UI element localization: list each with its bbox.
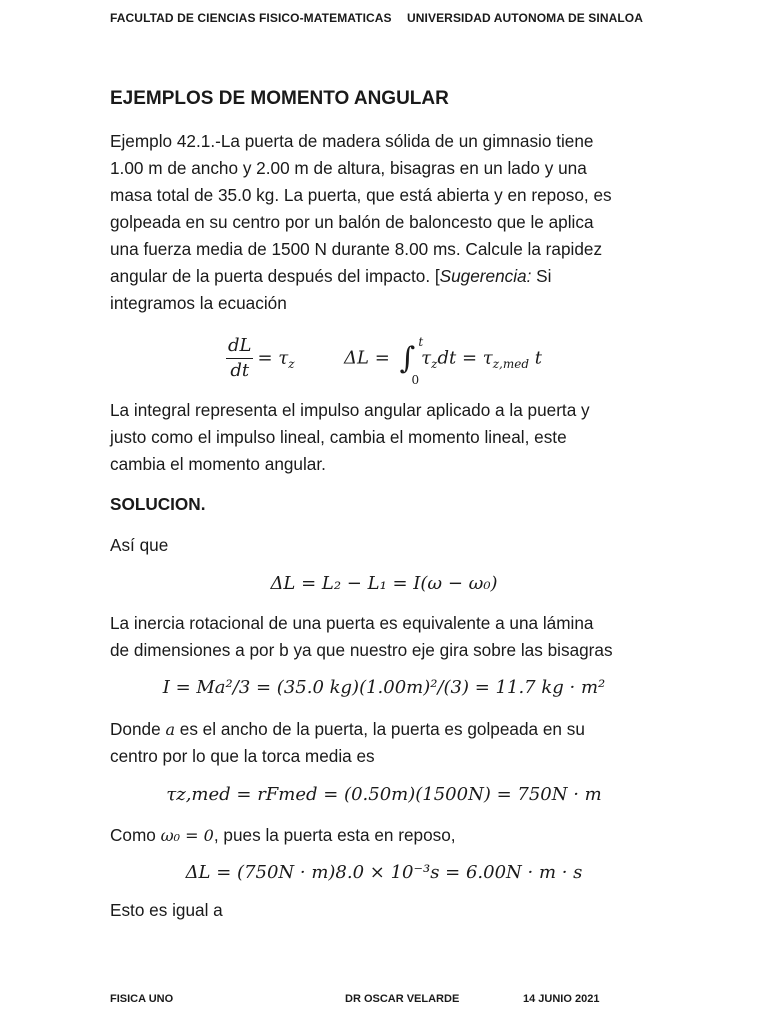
eq2-body-rest: dt = τ xyxy=(437,347,493,369)
como-post: , pues la puerta esta en reposo, xyxy=(213,825,456,845)
page-title: EJEMPLOS DE MOMENTO ANGULAR xyxy=(110,88,449,109)
solution-heading: SOLUCION. xyxy=(110,494,206,514)
integral-note xyxy=(110,397,670,478)
equation-delta-L-result: ΔL = (750N · m)8.0 × 10⁻³s = 6.00N · m · s xyxy=(185,862,583,883)
como-text xyxy=(110,822,670,849)
problem-line: Ejemplo 42.1.-La puerta de madera sólida de un gimnasio tiene xyxy=(110,131,594,151)
problem-statement xyxy=(110,128,670,317)
problem-line-text: angular de la puerta después del impacto. [ xyxy=(110,266,440,286)
eq2-end: t xyxy=(529,347,542,369)
variable-a: a xyxy=(165,720,175,739)
note-line: cambia el momento angular. xyxy=(110,454,326,474)
header-university: UNIVERSIDAD AUTONOMA DE SINALOA xyxy=(407,11,643,25)
equation-delta-L: ΔL = L₂ − L₁ = I(ω − ω₀) xyxy=(270,573,498,594)
equation-torque: τz,med = rFmed = (0.50m)(1500N) = 750N · m xyxy=(166,784,602,805)
problem-line: masa total de 35.0 kg. La puerta, que está abierta y en reposo, es xyxy=(110,185,612,205)
eq2-lhs: ΔL = xyxy=(344,347,396,369)
equation-angular-impulse xyxy=(0,334,768,387)
integral-sign: ∫ t 0 xyxy=(399,334,424,387)
eq1-rhs: = τ xyxy=(257,347,289,369)
como-pre: Como xyxy=(110,825,161,845)
donde-line xyxy=(110,716,670,743)
equation-inertia: I = Ma²/3 = (35.0 kg)(1.00m)²/(3) = 11.7 kg · m² xyxy=(162,677,606,698)
footer-author: DR OSCAR VELARDE xyxy=(345,993,460,1005)
donde-line: centro por lo que la torca media es xyxy=(110,746,375,766)
problem-line-text: Si xyxy=(531,266,552,286)
esto-text: Esto es igual a xyxy=(110,900,223,920)
omega-zero: ω₀ = 0 xyxy=(160,826,214,845)
note-line: justo como el impulso lineal, cambia el momento lineal, este xyxy=(110,427,567,447)
note-line: La integral representa el impulso angular aplicado a la puerta y xyxy=(110,400,590,420)
problem-line: una fuerza media de 1500 N durante 8.00 ms. Calcule la rapidez xyxy=(110,239,603,259)
problem-line: golpeada en su centro por un balón de baloncesto que le aplica xyxy=(110,212,594,232)
integral-lower-limit: 0 xyxy=(411,372,420,387)
integral-upper-limit: t xyxy=(418,334,424,349)
fraction-dL-dt xyxy=(226,334,253,383)
inertia-line: La inercia rotacional de una puerta es equivalente a una lámina xyxy=(110,613,594,633)
como-line xyxy=(110,822,670,849)
problem-line xyxy=(110,263,670,290)
footer-course: FISICA UNO xyxy=(110,993,174,1005)
donde-text xyxy=(110,716,670,770)
fraction-denominator: dt xyxy=(230,360,250,381)
problem-line: 1.00 m de ancho y 2.00 m de altura, bisagras en un lado y una xyxy=(110,158,587,178)
inertia-text xyxy=(110,610,670,664)
footer-date: 14 JUNIO 2021 xyxy=(523,993,600,1005)
header-faculty: FACULTAD DE CIENCIAS FISICO-MATEMATICAS xyxy=(110,11,392,25)
hint-label: Sugerencia: xyxy=(439,266,532,286)
fraction-numerator: dL xyxy=(226,334,253,359)
eq2-med-sub: z,med xyxy=(492,357,530,372)
problem-line: integramos la ecuación xyxy=(110,293,287,313)
asi-que-text: Así que xyxy=(110,535,169,555)
eq2-body: τ xyxy=(421,347,432,369)
eq1-rhs-sub: z xyxy=(288,357,295,372)
eq2-body-sub: z xyxy=(431,357,438,372)
donde-post: es el ancho de la puerta, la puerta es golpeada en su xyxy=(174,719,585,739)
donde-pre: Donde xyxy=(110,719,166,739)
inertia-line: de dimensiones a por b ya que nuestro eje gira sobre las bisagras xyxy=(110,640,613,660)
